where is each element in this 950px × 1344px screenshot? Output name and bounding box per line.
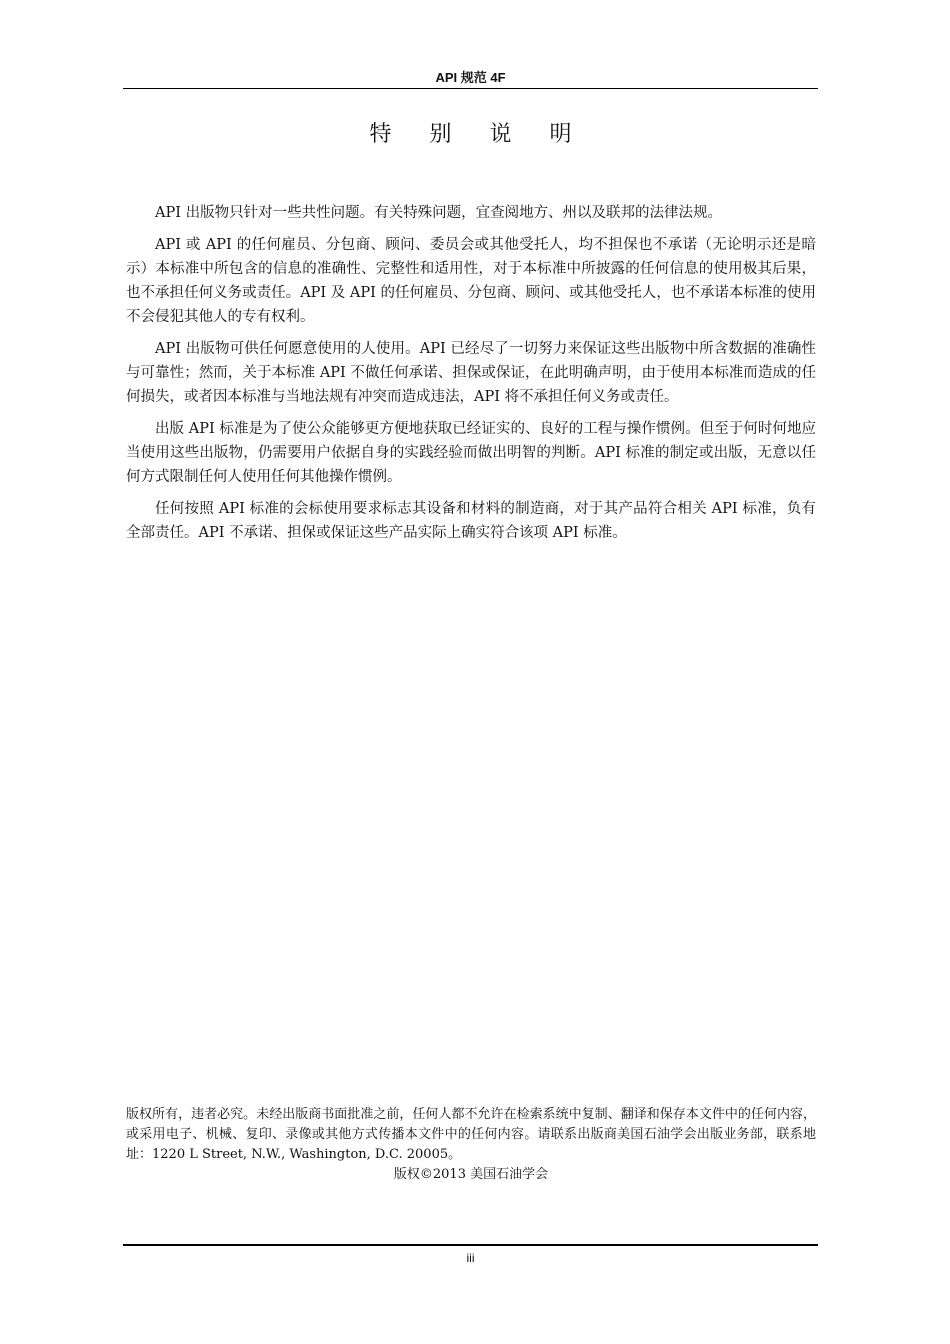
paragraph-5: 任何按照 API 标准的会标使用要求标志其设备和材料的制造商，对于其产品符合相关 API 标准，负有全部责任。API 不承诺、担保或保证这些产品实际上确实符合该项 API 标准。 [126,501,816,541]
paragraph-3: API 出版物可供任何愿意使用的人使用。API 已经尽了一切努力来保证这些出版物中所含数据的准确性与可靠性；然而，关于本标准 API 不做任何承诺、担保或保证，在此明确声明，由于使用本标准而造成的任何损失，或者因本标准与当地法规有冲突而造成违法，API 将不承担任何义务或责任。 [126,341,816,405]
copyright-line: 版权©2013 美国石油学会 [393,1167,549,1182]
paragraph-2: API 或 API 的任何雇员、分包商、顾问、委员会或其他受托人，均不担保也不承诺（无论明示还是暗示）本标准中所包含的信息的准确性、完整性和适用性，对于本标准中所披露的任何信息的使用极其后果，也不承担任何义务或责任。API 及 API 的任何雇员、分包商、顾问、或其他受托人，也不承诺本标准的使用不会侵犯其他人的专有权利。 [126,237,816,325]
copyright-notice: 版权所有，违者必究。未经出版商书面批准之前，任何人都不允许在检索系统中复制、翻译和保存本文件中的任何内容，或采用电子、机械、复印、录像或其他方式传播本文件中的任何内容。请联系出版商美国石油学会出版业务部，联系地址：1220 L Street, N.W., Washington, D.C. 20005。 [126,1107,816,1162]
page-title: 特别说明 [369,122,610,147]
footer-rule [123,1244,818,1246]
page-number: iii [466,1251,475,1265]
copyright-block [126,1105,816,1185]
paragraph-4: 出版 API 标准是为了使公众能够更方便地获取已经证实的、良好的工程与操作惯例。但至于何时何地应当使用这些出版物，仍需要用户依据自身的实践经验而做出明智的判断。API 标准的制定或出版，无意以任何方式限制任何人使用任何其他操作惯例。 [126,421,816,485]
body-text [126,201,816,553]
header-rule [123,88,818,89]
paragraph-1: API 出版物只针对一些共性问题。有关特殊问题，宜查阅地方、州以及联邦的法律法规。 [155,205,723,221]
running-header: API 规范 4F [435,70,506,85]
